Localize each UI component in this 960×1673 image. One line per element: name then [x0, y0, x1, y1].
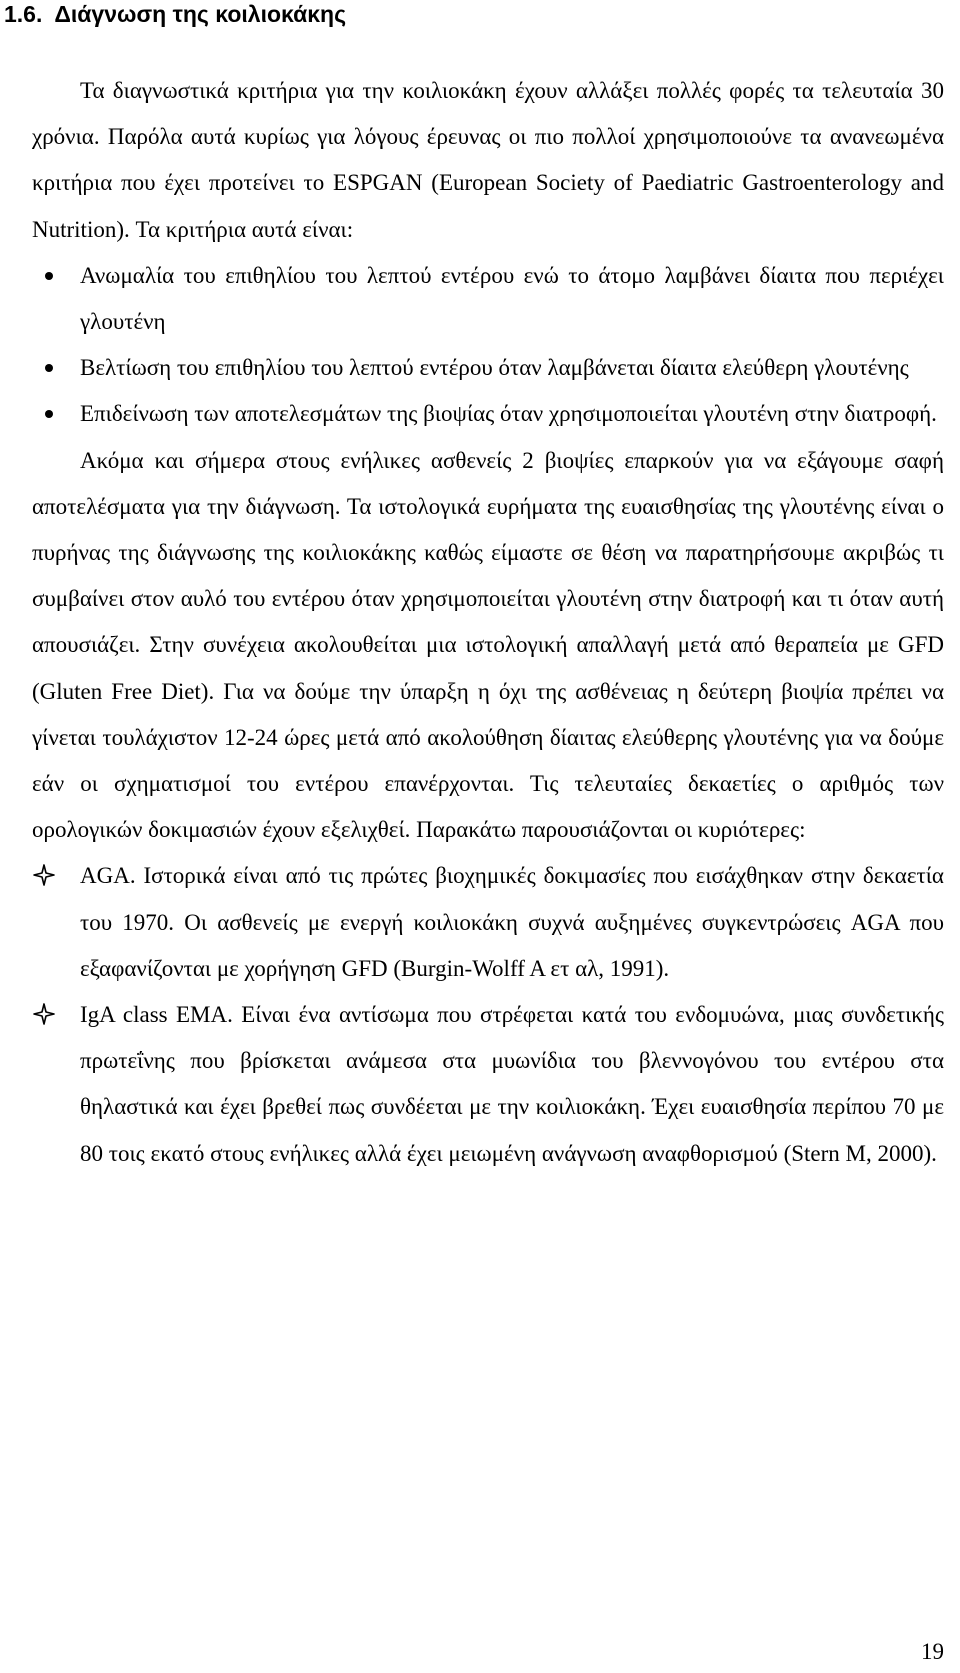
criteria-text: Βελτίωση του επιθηλίου του λεπτού εντέρου όταν λαμβάνεται δίαιτα ελεύθερη γλουτένης: [80, 355, 909, 381]
main-paragraph: Ακόμα και σήμερα στους ενήλικες ασθενείς 2 βιοψίες επαρκούν για να εξάγουμε σαφή αποτελέσματα για την διάγνωση. Τα ιστολογικά ευρήματα της ευαισθησίας της γλουτένης είναι ο πυρήνας της διάγνωσης της κοιλιοκάκης καθώς είμαστε σε θέση να παρατηρήσουμε ακριβώς τι συμβαίνει στον αυλό του εντέρου όταν χρησιμοποιείται γλουτένη στην διατροφή και τι όταν αυτή απουσιάζει. Στην συνέχεια ακολουθείται μια ιστολογική απαλλαγή μετά από θεραπεία με GFD (Gluten Free Diet). Για να δούμε την ύπαρξη η όχι της ασθένειας η δεύτερη βιοψία πρέπει να γίνεται τουλάχιστον 12-24 ώρες μετά από ακολούθηση δίαιτας ελεύθερης γλουτένης για να δούμε εάν οι σχηματισμοί του εντέρου επανέρχονται. Τις τελευταίες δεκαετίες ο αριθμός των ορολογικών δοκιμασιών έχουν εξελιχθεί. Παρακάτω παρουσιάζονται οι κυριότερες:: [32, 447, 944, 843]
criteria-text: Επιδείνωση των αποτελεσμάτων της βιοψίας όταν χρησιμοποιείται γλουτένη στην διατροφή.: [80, 401, 937, 427]
section-number: 1.6.: [4, 1, 43, 27]
section-heading: [4, 0, 346, 28]
test-item: [32, 992, 944, 1177]
diamond-bullet-icon: [33, 1003, 55, 1025]
bullet-icon: [45, 364, 53, 372]
document-body: [32, 68, 944, 1177]
criteria-text: Ανωμαλία του επιθηλίου του λεπτού εντέρου ενώ το άτομο λαμβάνει δίαιτα που περιέχει γλουτένη: [80, 262, 944, 335]
bullet-icon: [45, 272, 53, 280]
test-item: [32, 853, 944, 992]
section-title: Διάγνωση της κοιλιοκάκης: [54, 1, 347, 27]
criteria-item: [32, 253, 944, 345]
bullet-icon: [45, 410, 53, 418]
page-number: 19: [921, 1639, 944, 1664]
criteria-item: [32, 345, 944, 391]
tests-list: [32, 853, 944, 1176]
criteria-item: [32, 391, 944, 437]
diamond-bullet-icon: [33, 864, 55, 886]
test-text: IgA class EMA. Είναι ένα αντίσωμα που στρέφεται κατά του ενδομυώνα, μιας συνδετικής πρωτεΐνης που βρίσκεται ανάμεσα στα μυωνίδια του βλεννογόνου του εντέρου στα θηλαστικά και έχει βρεθεί πως συνδέεται με την κοιλιοκάκη. Έχει ευαισθησία περίπου 70 με 80 τοις εκατό στους ενήλικες αλλά έχει μειωμένη ανάγνωση αναφθορισμού (Stern M, 2000).: [80, 1002, 944, 1166]
criteria-list: [32, 253, 944, 438]
intro-paragraph: Τα διαγνωστικά κριτήρια για την κοιλιοκάκη έχουν αλλάξει πολλές φορές τα τελευταία 30 χρόνια. Παρόλα αυτά κυρίως για λόγους έρευνας οι πιο πολλοί χρησιμοποιούνε τα ανανεωμένα κριτήρια που έχει προτείνει το ESPGAN (European Society of Paediatric Gastroenterology and Nutrition). Τα κριτήρια αυτά είναι:: [32, 78, 944, 242]
test-text: AGA. Ιστορικά είναι από τις πρώτες βιοχημικές δοκιμασίες που εισάχθηκαν στην δεκαετία του 1970. Οι ασθενείς με ενεργή κοιλιοκάκη συχνά αυξημένες συγκεντρώσεις AGA που εξαφανίζονται με χορήγηση GFD (Burgin-Wolff A ετ αλ, 1991).: [80, 863, 944, 981]
